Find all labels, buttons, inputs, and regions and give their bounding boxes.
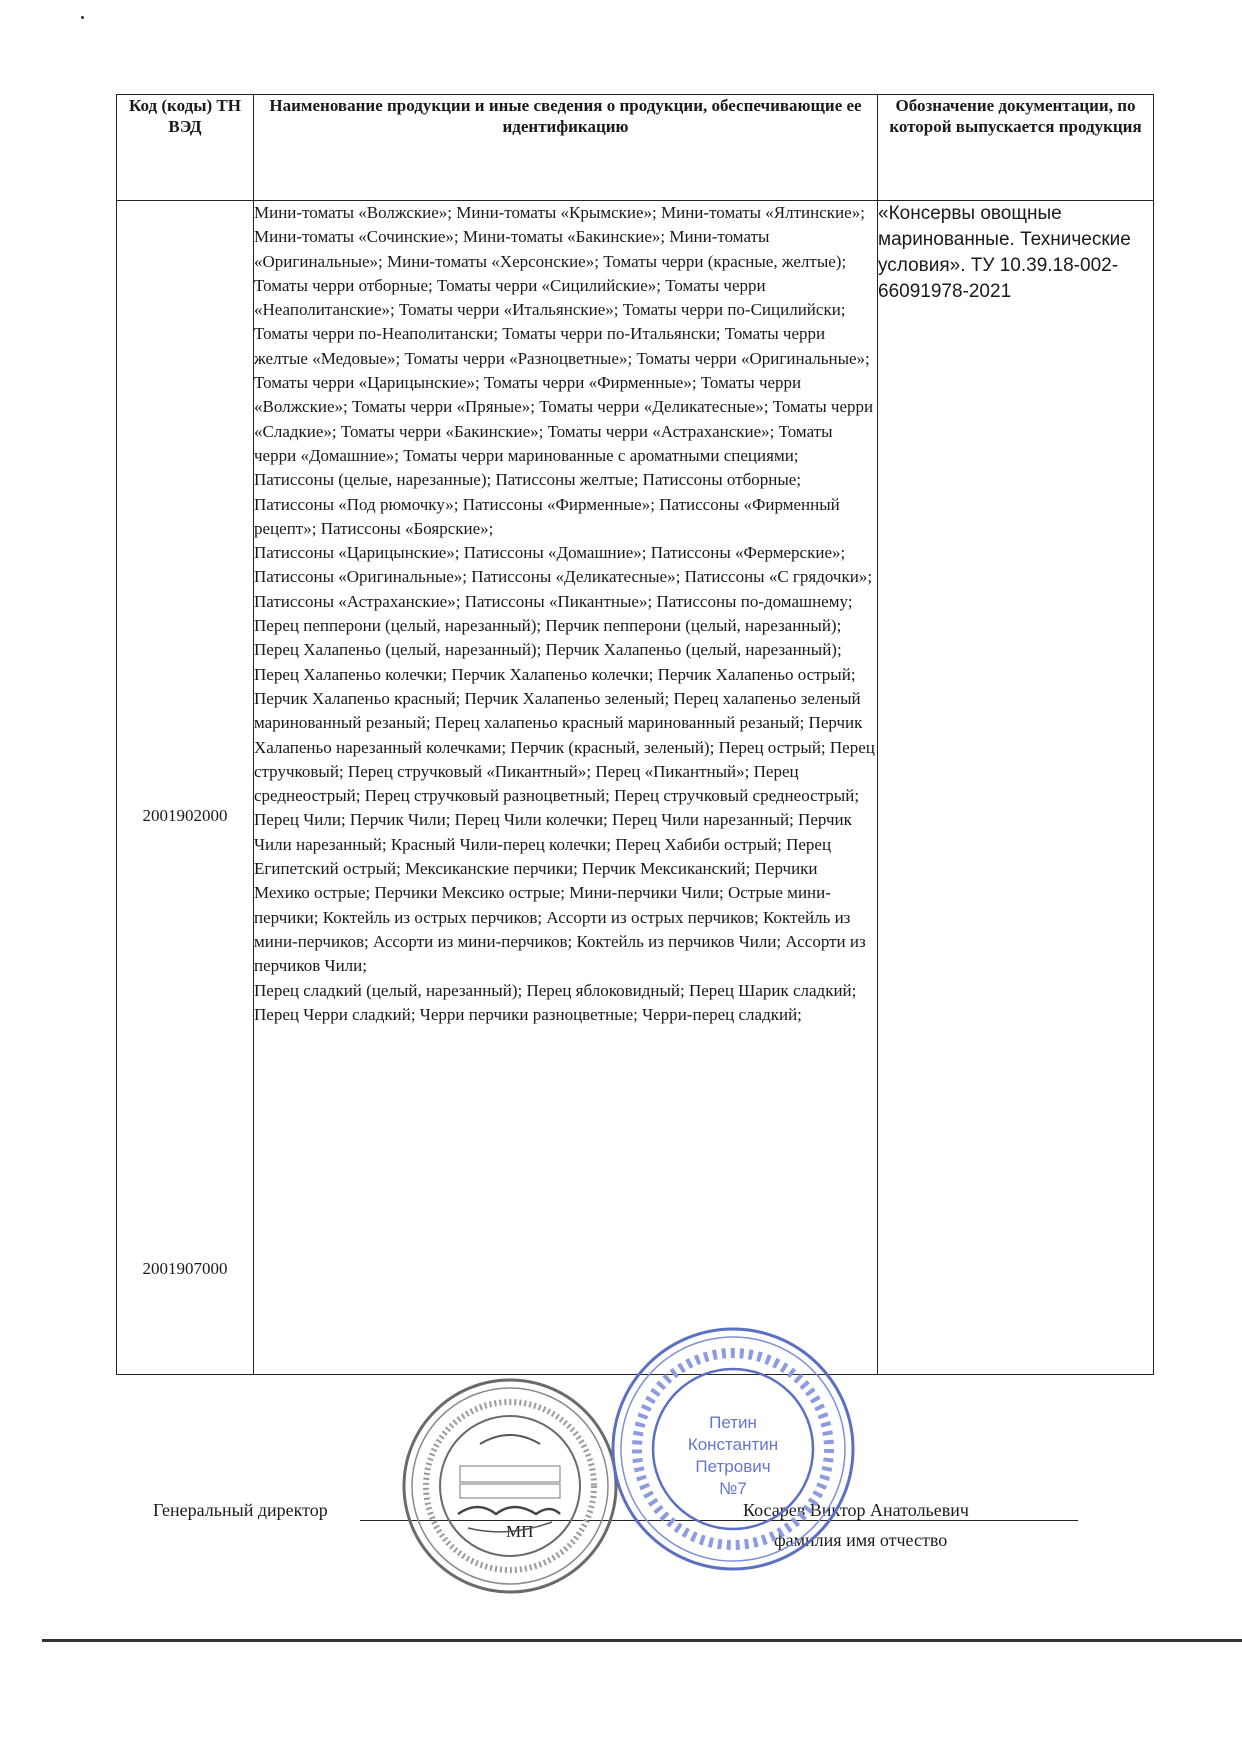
code-cell: [117, 201, 254, 1375]
product-paragraph: Перец сладкий (целый, нарезанный); Перец яблоковидный; Перец Шарик сладкий; Перец Черри сладкий; Черри перчики разноцветные; Черри-перец сладкий;: [254, 980, 857, 1024]
svg-text:Константин: Константин: [687, 1435, 779, 1454]
product-paragraph: Перец пепперони (целый, нарезанный); Перчик пепперони (целый, нарезанный); Перец Халапеньо (целый, нарезанный); Перчик Халапеньо (целый, нарезанный); Перец Халапеньо колечки; Перчик Халапеньо колечки; Перчик Халапеньо острый; Перчик Халапеньо красный; Перчик Халапеньо зеленый; Перец халапеньо зеленый маринованный резаный; Перец халапеньо красный маринованный резаный; Перчик Халапеньо нарезанный колечками; Перчик (красный, зеленый); Перец острый; Перец стручковый; Перец стручковый «Пикантный»; Перец «Пикантный»; Перец среднеострый; Перец стручковый разноцветный; Перец стручковый среднеострый; Перец Чили; Перчик Чили; Перец Чили колечки; Перец Чили нарезанный; Перчик Чили нарезанный; Красный Чили-перец колечки; Перец Хабиби острый; Перец Египетский острый; Мексиканские перчики; Перчик Мексиканский; Перчики Мехико острые; Перчики Мексико острые; Мини-перчики Чили; Острые мини-перчики; Коктейль из острых перчиков; Ассорти из острых перчиков; Коктейль из мини-перчиков; Ассорти из мини-перчиков; Коктейль из перчиков Чили; Ассорти из перчиков Чили;: [254, 616, 875, 976]
mp-label: МП: [506, 1522, 534, 1541]
fio-caption: фамилия имя отчество: [774, 1530, 948, 1550]
product-paragraph: Мини-томаты «Волжские»; Мини-томаты «Крымские»; Мини-томаты «Ялтинские»; Мини-томаты «Сочинские»; Мини-томаты «Бакинские»; Мини-томаты «Оригинальные»; Мини-томаты «Херсонские»; Томаты черри (красные, желтые); Томаты черри отборные; Томаты черри «Сицилийские»; Томаты черри «Неаполитанские»; Томаты черри «Итальянские»; Томаты черри по-Сицилийски; Томаты черри по-Неаполитански; Томаты черри по-Итальянски; Томаты черри желтые «Медовые»; Томаты черри «Разноцветные»; Томаты черри «Оригинальные»; Томаты черри «Царицынские»; Томаты черри «Фирменные»; Томаты черри «Волжские»; Томаты черри «Пряные»; Томаты черри «Деликатесные»; Томаты черри «Сладкие»; Томаты черри «Бакинские»; Томаты черри «Астраханские»; Томаты черри «Домашние»; Томаты черри маринованные с ароматными специями;: [254, 203, 874, 465]
header-name: Наименование продукции и иные сведения о продукции, обеспечивающие ее идентификацию: [254, 95, 878, 201]
product-paragraph: Патиссоны «Царицынские»; Патиссоны «Домашние»; Патиссоны «Фермерские»; Патиссоны «Оригинальные»; Патиссоны «Деликатесные»; Патиссоны «С грядочки»; Патиссоны «Астраханские»; Патиссоны «Пикантные»; Патиссоны по-домашнему;: [254, 543, 873, 611]
scan-speck: [81, 16, 84, 19]
director-name: Косарев Виктор Анатольевич: [743, 1500, 969, 1520]
svg-text:Петин: Петин: [709, 1413, 757, 1432]
tnved-code: 2001907000: [142, 1259, 228, 1278]
name-cell: [254, 201, 878, 1375]
director-label: Генеральный директор: [153, 1500, 328, 1520]
header-doc: Обозначение документации, по которой выпускается продукция: [878, 95, 1154, 201]
header-code: Код (коды) ТН ВЭД: [117, 95, 254, 201]
bottom-rule: [42, 1639, 1242, 1642]
svg-text:Петрович: Петрович: [695, 1457, 771, 1476]
product-paragraph: Патиссоны (целые, нарезанные); Патиссоны желтые; Патиссоны отборные; Патиссоны «Под рюмочку»; Патиссоны «Фирменные»; Патиссоны «Фирменный рецепт»; Патиссоны «Боярские»;: [254, 470, 840, 538]
svg-text:№7: №7: [719, 1479, 747, 1498]
table-row: [117, 201, 1154, 1375]
doc-cell: «Консервы овощные маринованные. Технические условия». ТУ 10.39.18-002-66091978-2021: [878, 201, 1154, 1375]
tnved-code: 2001902000: [142, 806, 228, 825]
products-table: [116, 94, 1154, 1375]
table-header-row: [117, 95, 1154, 201]
entrepreneur-seal-icon: [606, 1322, 860, 1576]
company-seal-icon: [398, 1374, 622, 1598]
